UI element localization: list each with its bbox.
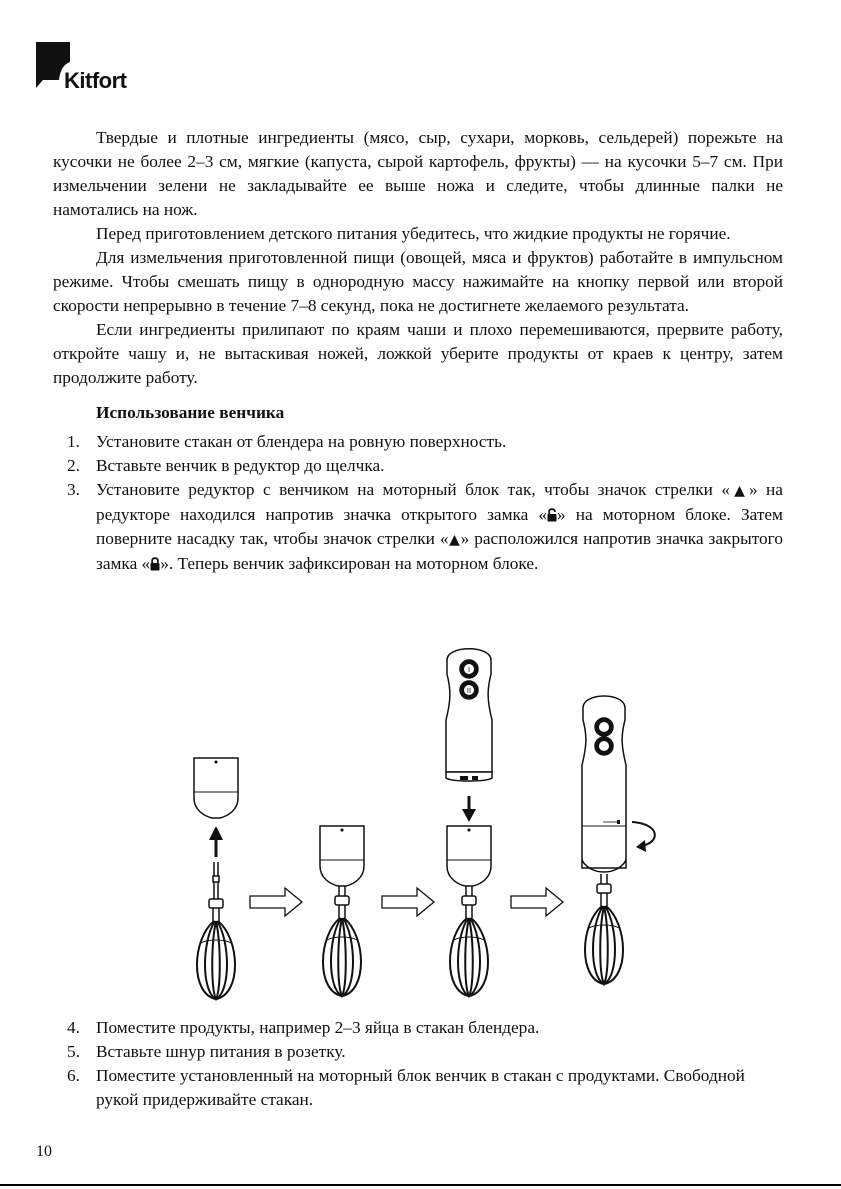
assembled-blender — [582, 696, 626, 984]
steps-list-continued — [53, 1016, 783, 1112]
paragraph: Для измельчения приготовленной пищи (овощей, мяса и фруктов) работайте в импульсном режиме. Чтобы смешать пищу в однородную массу нажимайте на кнопку первой или второй скорости непрерывно в течение 7–8 секунд, пока не достигнете желаемого результата. — [53, 248, 783, 315]
step-number: 1. — [67, 432, 80, 451]
step-number: 5. — [67, 1042, 80, 1061]
step-text: Установите редуктор с венчиком на моторный блок так, чтобы значок стрелки « — [96, 480, 730, 499]
gearbox-with-whisk — [447, 826, 491, 996]
step-text: Поместите продукты, например 2–3 яйца в стакан блендера. — [96, 1018, 540, 1037]
list-item — [53, 1040, 783, 1064]
closed-lock-icon — [150, 556, 160, 571]
list-item — [53, 430, 783, 454]
gearbox-detached — [194, 758, 238, 818]
brand-name: Kitfort — [64, 68, 127, 93]
motor-unit — [446, 649, 492, 781]
paragraph: Твердые и плотные ингредиенты (мясо, сыр, сухари, морковь, сельдерей) порежьте на кусочки не более 2–3 см, мягкие (капуста, сырой картофель, фрукты) — на кусочки 5–7 см. При измельчении зелени не закладывайте ее выше ножа и следите, чтобы длинные палки не намотались на нож. — [53, 128, 783, 219]
step-number: 2. — [67, 456, 80, 475]
step-text: Установите стакан от блендера на ровную поверхность. — [96, 432, 507, 451]
whisk-part — [197, 862, 235, 999]
step-number: 3. — [67, 480, 80, 499]
list-item — [53, 478, 783, 576]
step-number: 4. — [67, 1018, 80, 1037]
step-text: » на моторном блоке. Затем поверните насадку так, чтобы значок стрелки « — [96, 505, 783, 548]
arrow-right-icon — [250, 888, 302, 916]
step-text: ». Теперь венчик зафиксирован на моторном блоке. — [160, 554, 539, 573]
triangle-up-icon: ▲ — [448, 532, 461, 548]
triangle-up-icon: ▲ — [729, 483, 749, 499]
step-text: » на редукторе находился напротив значка открытого замка « — [96, 480, 783, 524]
whisk-assembly-illustration — [185, 636, 665, 1006]
bottom-rule — [0, 1184, 841, 1186]
open-lock-icon — [547, 507, 557, 522]
arrow-right-icon — [511, 888, 563, 916]
paragraph: Перед приготовлением детского питания убедитесь, что жидкие продукты не горячие. — [96, 224, 731, 243]
list-item — [53, 1016, 783, 1040]
page-number: 10 — [36, 1143, 52, 1160]
step-text: » расположился напротив значка закрытого замка « — [96, 529, 783, 573]
section-heading: Использование венчика — [96, 403, 285, 422]
svg-text:II: II — [466, 687, 472, 695]
paragraph: Если ингредиенты прилипают по краям чаши и плохо перемешиваются, прервите работу, откройте чашу и, не вытаскивая ножей, ложкой уберите продукты от краев к центру, затем продолжите работу. — [53, 320, 783, 387]
step-text: Вставьте венчик в редуктор до щелчка. — [96, 456, 385, 475]
svg-text:I: I — [467, 666, 471, 674]
steps-list — [53, 430, 783, 576]
arrow-right-icon — [382, 888, 434, 916]
gearbox-with-whisk — [320, 826, 364, 996]
steps-list — [53, 1016, 783, 1112]
step-text: Поместите установленный на моторный блок венчик в стакан с продуктами. Свободной рукой придерживайте стакан. — [96, 1066, 745, 1109]
page-content — [53, 126, 783, 576]
step-number: 6. — [67, 1066, 80, 1085]
step-text: Вставьте шнур питания в розетку. — [96, 1042, 346, 1061]
list-item — [53, 1064, 783, 1112]
list-item — [53, 454, 783, 478]
